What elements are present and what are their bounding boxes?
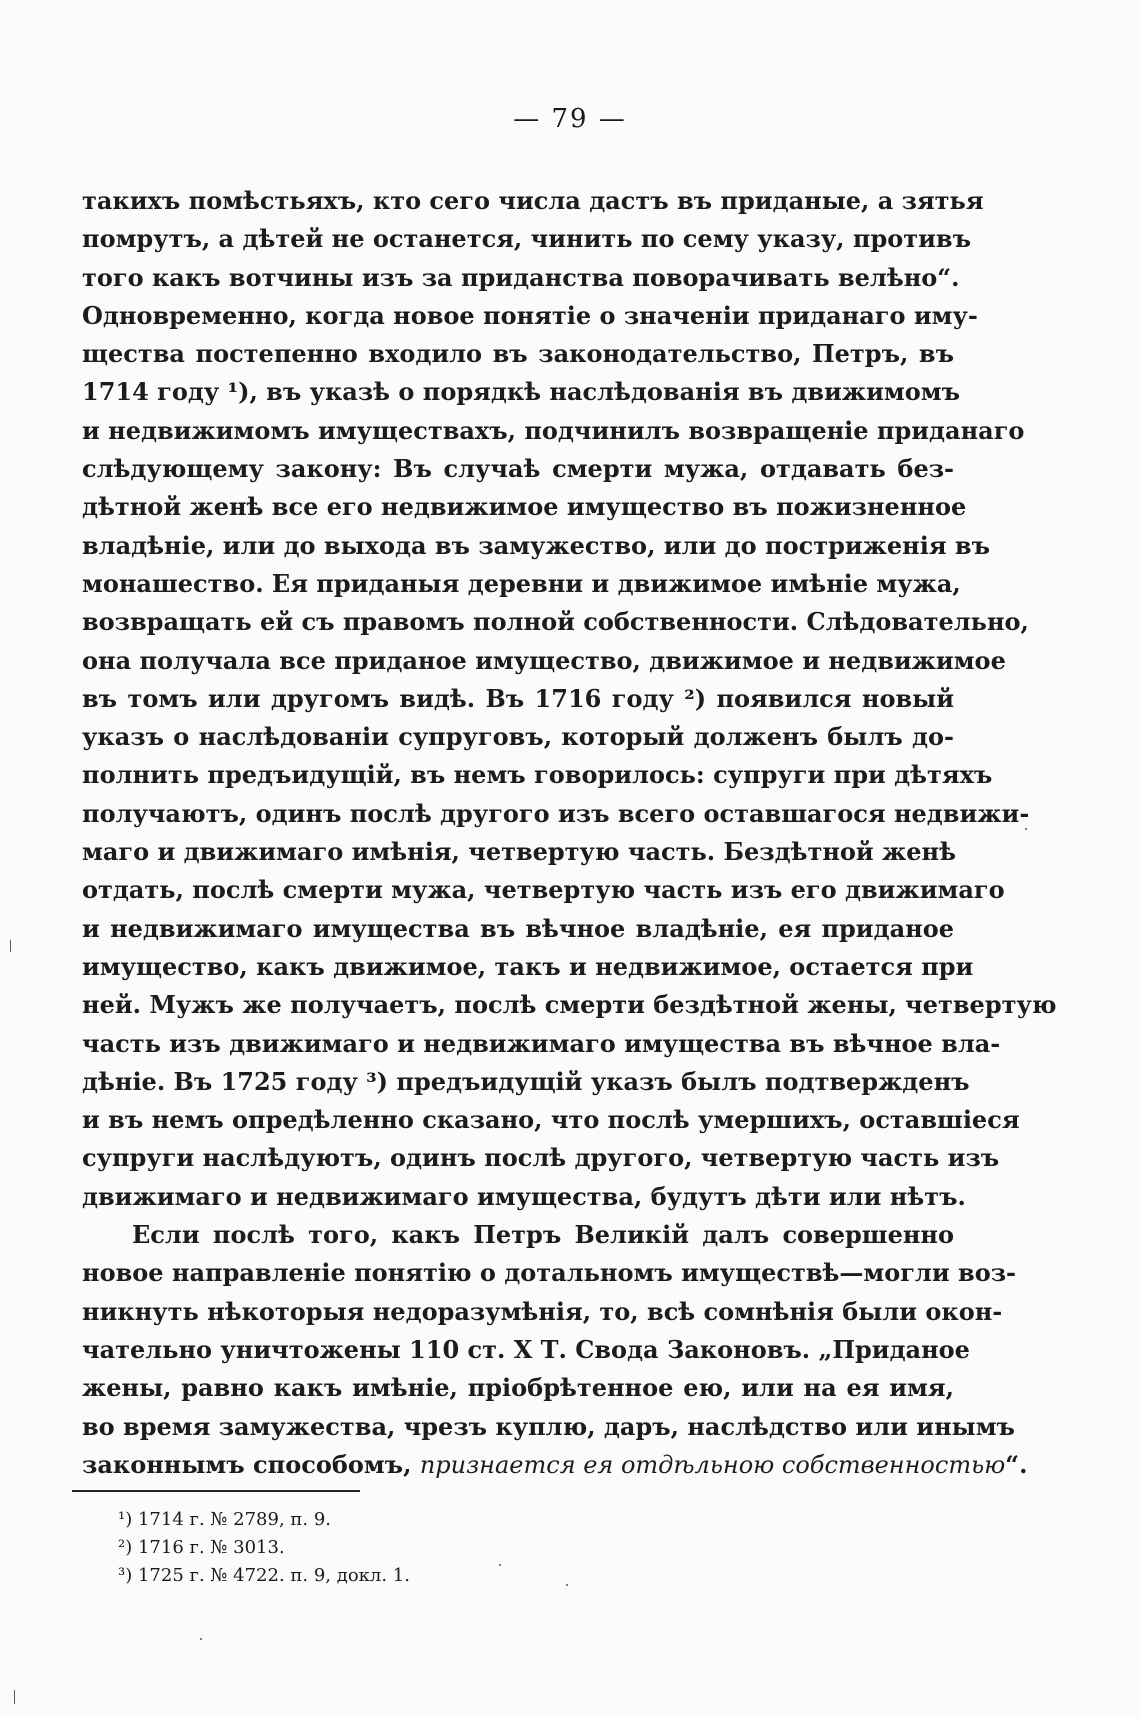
footnote-text: 1714 г. № 2789, п. 9. — [137, 1509, 332, 1530]
footnote-mark: ¹) — [118, 1509, 133, 1530]
text-line: того какъ вотчины изъ за приданства поворачивать велѣно“. — [82, 262, 960, 292]
scan-speck — [14, 1690, 15, 1704]
text-line: помрутъ, а дѣтей не останется, чинить по сему указу, противъ — [82, 224, 972, 254]
text-line: въ томъ или другомъ видѣ. Въ 1716 году ²) появился новый — [82, 683, 954, 713]
text-line: получаютъ, одинъ послѣ другого изъ всего оставшагося недвижи- — [82, 798, 1030, 828]
text-line: отдать, послѣ смерти мужа, четвертую часть изъ его движимаго — [82, 875, 1005, 905]
footnotes — [118, 1506, 618, 1590]
text-line: 1714 году ¹), въ указѣ о порядкѣ наслѣдованія въ движимомъ — [82, 377, 960, 407]
footnote-item — [118, 1506, 618, 1534]
scan-speck — [499, 1564, 501, 1566]
footnote-item — [118, 1534, 618, 1562]
text-line: дѣніе. Въ 1725 году ³) предъидущій указъ былъ подтвержденъ — [82, 1066, 970, 1096]
footnote-item — [118, 1562, 618, 1590]
page-number: — 79 — — [513, 104, 627, 134]
text-line: она получала все приданое имущество, движимое и недвижимое — [82, 645, 1006, 675]
text-line: и въ немъ опредѣленно сказано, что послѣ умершихъ, оставшіеся — [82, 1105, 1020, 1135]
footnote-mark: ³) — [118, 1565, 133, 1586]
text-line: чательно уничтожены 110 ст. X Т. Свода Законовъ. „Приданое — [82, 1334, 970, 1364]
text-line: и недвижимаго имущества въ вѣчное владѣніе, ея приданое — [82, 913, 954, 943]
text-line-final — [82, 1446, 1028, 1484]
scan-speck — [1025, 828, 1027, 830]
text-line: маго и движимаго имѣнія, четвертую часть. Бездѣтной женѣ — [82, 837, 956, 867]
text-line: указъ о наслѣдованіи супруговъ, который долженъ былъ до- — [82, 722, 954, 752]
text-line: Если послѣ того, какъ Петръ Великій далъ совершенно — [132, 1220, 954, 1250]
footnote-divider — [72, 1490, 360, 1492]
text-line: часть изъ движимаго и недвижимаго имущества въ вѣчное вла- — [82, 1028, 1001, 1058]
text-line: монашество. Ея приданыя деревни и движимое имѣніе мужа, — [82, 568, 961, 598]
text-line: возвращать ей съ правомъ полной собственности. Слѣдовательно, — [82, 607, 1029, 637]
italic-quote: признается ея отдѣльною собственностью — [419, 1450, 1006, 1479]
closing-quote: “. — [1005, 1449, 1028, 1479]
text-line: Одновременно, когда новое понятіе о значеніи приданаго иму- — [82, 300, 978, 330]
body-text — [82, 182, 1057, 1484]
text-line: супруги наслѣдуютъ, одинъ послѣ другого, четвертую часть изъ — [82, 1143, 1000, 1173]
text-line: полнить предъидущій, въ немъ говорилось: супруги при дѣтяхъ — [82, 760, 993, 790]
footnote-text: 1725 г. № 4722. п. 9, докл. 1. — [137, 1565, 410, 1586]
text-line: слѣдующему закону: Въ случаѣ смерти мужа, отдавать без- — [82, 454, 954, 484]
text-segment: законнымъ способомъ, — [82, 1449, 412, 1479]
text-line: имущество, какъ движимое, такъ и недвижимое, остается при — [82, 951, 974, 981]
text-line: во время замужества, чрезъ куплю, даръ, наслѣдство или инымъ — [82, 1411, 1015, 1441]
text-line: жены, равно какъ имѣніе, пріобрѣтенное ею, или на ея имя, — [82, 1373, 954, 1403]
text-line: такихъ помѣстьяхъ, кто сего числа дастъ въ приданые, а зятья — [82, 186, 984, 215]
scan-speck — [10, 940, 11, 952]
scan-speck — [200, 1638, 202, 1640]
footnote-mark: ²) — [118, 1537, 133, 1558]
text-line: и недвижимомъ имуществахъ, подчинилъ возвращеніе приданаго — [82, 415, 1025, 445]
footnote-text: 1716 г. № 3013. — [137, 1537, 285, 1558]
text-line: ней. Мужъ же получаетъ, послѣ смерти бездѣтной жены, четвертую — [82, 990, 1057, 1020]
text-line: никнуть нѣкоторыя недоразумѣнія, то, всѣ сомнѣнія были окон- — [82, 1296, 1003, 1326]
scan-speck — [566, 1584, 568, 1586]
text-line: владѣніе, или до выхода въ замужество, или до постриженія въ — [82, 530, 991, 560]
text-line: новое направленіе понятію о дотальномъ имуществѣ—могли воз- — [82, 1258, 1016, 1288]
text-line: дѣтной женѣ все его недвижимое имущество въ пожизненное — [82, 492, 967, 522]
text-line: движимаго и недвижимаго имущества, будутъ дѣти или нѣтъ. — [82, 1181, 966, 1211]
text-line: щества постепенно входило въ законодательство, Петръ, въ — [82, 339, 954, 369]
